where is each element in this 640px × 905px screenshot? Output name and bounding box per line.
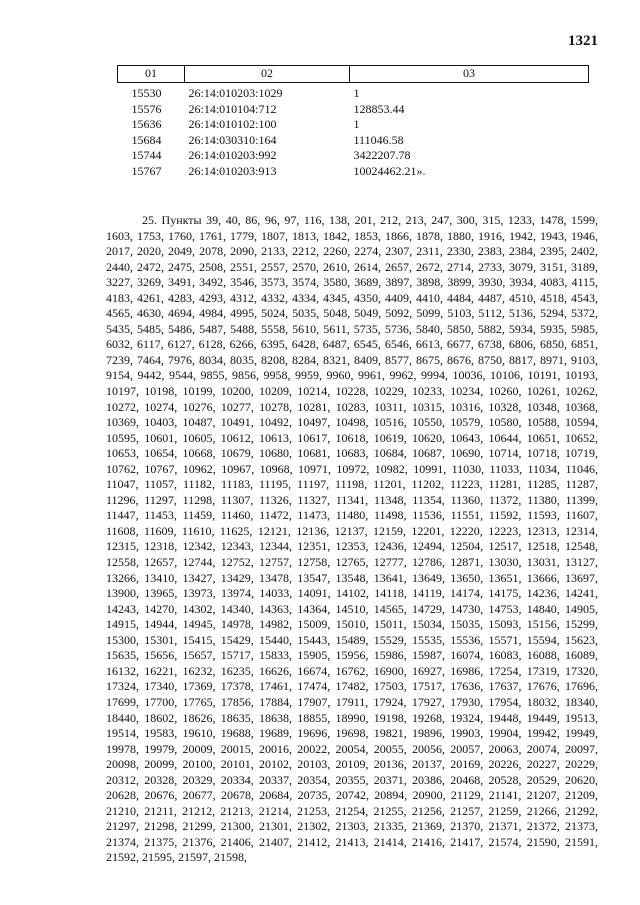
table-row [118, 117, 589, 133]
table-cell: 26:14:030310:164 [188, 132, 277, 147]
table-cell: 15576 [131, 101, 162, 116]
table-cell: 15684 [131, 132, 162, 147]
table-row [118, 148, 589, 164]
table-row [118, 83, 589, 102]
parcel-table [117, 65, 589, 179]
table-cell: 26:14:010203:992 [188, 148, 277, 162]
table-cell: 26:14:010104:712 [188, 101, 277, 116]
table-cell: 26:14:010203:1029 [188, 86, 283, 100]
table-cell: 10024462.21». [353, 163, 426, 178]
table-cell: 15767 [131, 163, 162, 178]
table-cell: 3422207.78 [353, 148, 411, 162]
column-header: 03 [350, 66, 589, 83]
table-row [118, 133, 589, 149]
item-list-paragraph: 25. Пункты 39, 40, 86, 96, 97, 116, 138, 201, 212, 213, 247, 300, 315, 1233, 1478, 1599, 1603, 1753, 1760, 1761, 1779, 1807, 1813, 1842, 1853, 1866, 1878, 1880, 1916, 1942, 1943, 1946, 2017, 2020, 2049, 2078, 2090, 2133, 2212, 2260, 2274, 2307, 2311, 2330, 2383, 2384, 2395, 2402, 2440, 2472, 2475, 2508, 2551, 2557, 2570, 2610, 2614, 2657, 2672, 2714, 2733, 3079, 3151, 3189, 3227, 3269, 3491, 3492, 3546, 3573, 3574, 3580, 3689, 3897, 3898, 3899, 3930, 3934, 4083, 4115, 4183, 4261, 4283, 4293, 4312, 4332, 4334, 4345, 4350, 4409, 4410, 4484, 4487, 4510, 4518, 4543, 4565, 4630, 4694, 4984, 4995, 5024, 5035, 5048, 5049, 5092, 5099, 5103, 5112, 5136, 5294, 5372, 5435, 5485, 5486, 5487, 5488, 5558, 5610, 5611, 5735, 5736, 5840, 5850, 5882, 5934, 5935, 5985, 6032, 6117, 6127, 6128, 6266, 6395, 6428, 6487, 6545, 6546, 6613, 6677, 6738, 6806, 6850, 6851, 7239, 7464, 7976, 8034, 8035, 8208, 8284, 8321, 8409, 8577, 8675, 8676, 8750, 8817, 8971, 9103, 9154, 9442, 9544, 9855, 9856, 9958, 9959, 9960, 9961, 9962, 9994, 10036, 10106, 10191, 10193, 10197, 10198, 10199, 10200, 10209, 10214, 10228, 10229, 10233, 10234, 10260, 10261, 10262, 10272, 10274, 10276, 10277, 10278, 10281, 10283, 10311, 10315, 10316, 10328, 10348, 10368, 10369, 10403, 10487, 10491, 10492, 10497, 10498, 10516, 10550, 10579, 10580, 10588, 10594, 10595, 10601, 10605, 10612, 10613, 10617, 10618, 10619, 10620, 10643, 10644, 10651, 10652, 10653, 10654, 10668, 10679, 10680, 10681, 10683, 10684, 10687, 10690, 10714, 10718, 10719, 10762, 10767, 10962, 10967, 10968, 10971, 10972, 10982, 10991, 11030, 11033, 11034, 11046, 11047, 11057, 11182, 11183, 11195, 11197, 11198, 11201, 11202, 11223, 11281, 11285, 11287, 11296, 11297, 11298, 11307, 11326, 11327, 11341, 11348, 11354, 11360, 11372, 11380, 11399, 11447, 11453, 11459, 11460, 11472, 11473, 11480, 11498, 11536, 11551, 11592, 11593, 11607, 11608, 11609, 11610, 11625, 12121, 12136, 12137, 12159, 12201, 12220, 12223, 12313, 12314, 12315, 12318, 12342, 12343, 12344, 12351, 12353, 12436, 12494, 12504, 12517, 12518, 12548, 12558, 12657, 12744, 12752, 12757, 12758, 12765, 12777, 12786, 12871, 13030, 13031, 13127, 13266, 13410, 13427, 13429, 13478, 13547, 13548, 13641, 13649, 13650, 13651, 13666, 13697, 13900, 13965, 13973, 13974, 14033, 14091, 14102, 14118, 14119, 14174, 14175, 14236, 14241, 14243, 14270, 14302, 14340, 14363, 14364, 14510, 14565, 14729, 14730, 14753, 14840, 14905, 14915, 14944, 14945, 14978, 14982, 15009, 15010, 15011, 15034, 15035, 15093, 15156, 15299, 15300, 15301, 15415, 15429, 15440, 15443, 15489, 15529, 15535, 15536, 15571, 15594, 15623, 15635, 15656, 15657, 15717, 15833, 15905, 15956, 15986, 15987, 16074, 16083, 16088, 16089, 16132, 16221, 16232, 16235, 16626, 16674, 16762, 16900, 16927, 16986, 17254, 17319, 17320, 17324, 17340, 17369, 17378, 17461, 17474, 17482, 17503, 17517, 17636, 17637, 17676, 17696, 17699, 17700, 17765, 17856, 17884, 17907, 17911, 17924, 17927, 17930, 17954, 18032, 18340, 18440, 18602, 18626, 18635, 18638, 18855, 18990, 19198, 19268, 19324, 19448, 19449, 19513, 19514, 19583, 19610, 19688, 19689, 19696, 19698, 19821, 19896, 19903, 19904, 19942, 19949, 19978, 19979, 20009, 20015, 20016, 20022, 20054, 20055, 20056, 20057, 20063, 20074, 20097, 20098, 20099, 20100, 20101, 20102, 20103, 20109, 20136, 20137, 20169, 20226, 20227, 20229, 20312, 20328, 20329, 20334, 20337, 20354, 20355, 20371, 20386, 20468, 20528, 20529, 20620, 20628, 20676, 20677, 20678, 20684, 20735, 20742, 20894, 20900, 21129, 21141, 21207, 21209, 21210, 21211, 21212, 21213, 21214, 21253, 21254, 21255, 21256, 21257, 21259, 21266, 21292, 21297, 21298, 21299, 21300, 21301, 21302, 21303, 21335, 21369, 21370, 21371, 21372, 21373, 21374, 21375, 21376, 21406, 21407, 21412, 21413, 21414, 21416, 21417, 21574, 21590, 21591, 21592, 21595, 21597, 21598, [106, 213, 598, 865]
table-cell: 1 [353, 117, 360, 131]
column-header: 01 [118, 66, 185, 83]
table-header-row [118, 66, 589, 83]
table-row [118, 102, 589, 118]
table-cell: 1 [353, 86, 360, 100]
table-row [118, 164, 589, 180]
table-cell: 111046.58 [353, 132, 404, 147]
table-cell: 128853.44 [353, 101, 405, 116]
table-cell: 15744 [131, 148, 162, 162]
table-cell: 26:14:010102:100 [188, 117, 277, 131]
table-cell: 15530 [131, 86, 162, 100]
column-header: 02 [185, 66, 350, 83]
page-number: 1321 [568, 33, 598, 49]
table-cell: 15636 [131, 117, 162, 131]
table-cell: 26:14:010203:913 [188, 163, 277, 178]
